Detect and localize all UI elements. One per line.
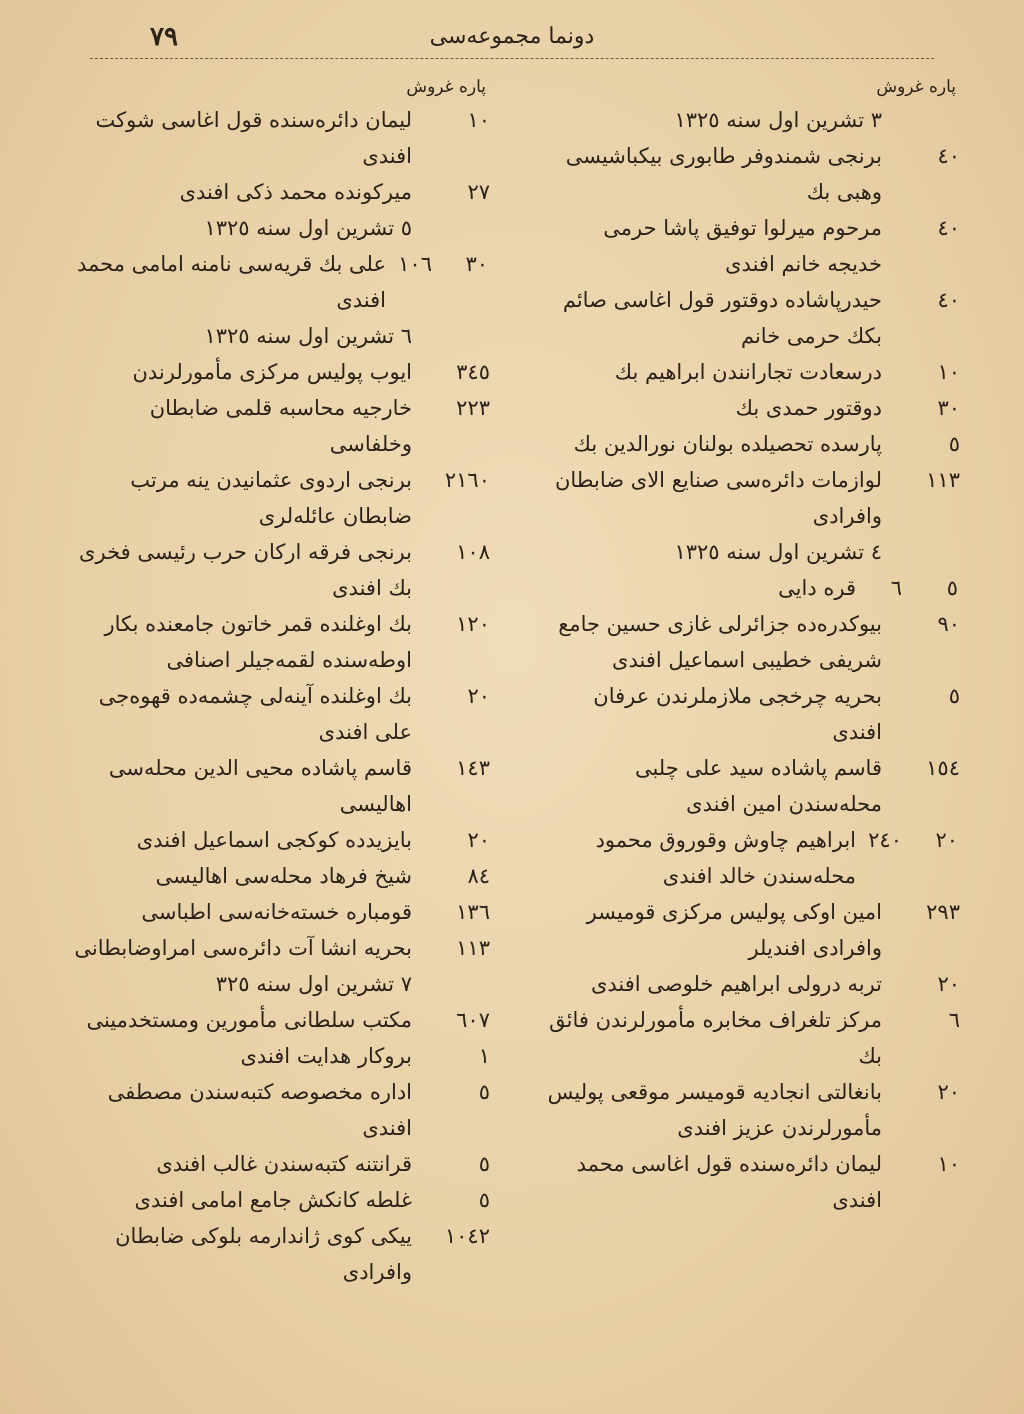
entry-text: ابراهیم چاوش وقوروق محمود محله‌سندن خالد افندی [595,828,856,888]
kurus-amount: ٥ [948,432,960,456]
kurus-amount: ٥ [478,1152,490,1176]
entry-text: قاسم پاشاده محیی الدین محله‌سی اهالیسی [108,756,412,816]
entry-text: بك اوغلنده قمر خاتون جامعنده بکار اوطه‌سنده لقمه‌جیلر اصنافی [104,612,412,672]
kurus-amount: ٤٠ [937,288,960,312]
list-item [74,354,494,390]
list-item [544,1146,964,1218]
list-item [74,606,494,678]
kurus-amount: ٥ [478,1080,490,1104]
entry-text: درسعادت تجارانندن ابراهیم بك [614,360,882,384]
kurus-amount: ٢٠ [937,972,960,996]
page-number: ٧٩ [150,22,178,52]
list-item [74,930,494,966]
list-item [74,174,494,210]
list-item [74,246,494,318]
entry-text: برنجی شمندوفر طابوری بیکباشیسی وهبی بك [565,144,882,204]
kurus-amount: ٣٠ [937,396,960,420]
entry-text: حیدرپاشاده دوقتور قول اغاسی صائم بکك حرمی خانم [562,288,882,348]
list-item [544,138,964,210]
entry-text: مکتب سلطانی مأمورین ومستخدمینی [86,1008,412,1032]
entry-text: خارجیه محاسبه قلمی ضابطان وخلفاسی [149,396,412,456]
list-item [544,894,964,966]
para-amount: ٢٠ [935,828,958,852]
kurus-amount: ٤٠ [937,144,960,168]
kurus-amount: ٤٠ [937,216,960,240]
entry-text: بك اوغلنده آینه‌لی چشمه‌ده قهوه‌جی علی افندی [98,684,412,744]
entry-text: قومباره خسته‌خانه‌سی اطباسی [141,900,412,924]
kurus-amount: ٦ [890,576,902,600]
list-item [74,462,494,534]
kurus-amount: ٢١٦٠ [444,468,490,492]
list-item [544,606,964,678]
list-item [544,282,964,354]
kurus-amount: ١٠ [937,1152,960,1176]
kurus-amount: ٩٠ [937,612,960,636]
kurus-amount: ١٠٦ [398,252,432,276]
list-item [544,210,964,282]
date-heading [74,210,494,246]
list-item [544,570,964,606]
list-item [74,1002,494,1038]
kurus-amount: ٢٠ [467,684,490,708]
running-title: دونما مجموعه‌سی [429,24,595,49]
kurus-amount: ٦ [948,1008,960,1032]
list-item [74,1182,494,1218]
kurus-amount: ٢٢٣ [456,396,490,420]
list-item [74,678,494,750]
list-item [74,1146,494,1182]
entry-text: تربه درولی ابراهیم خلوصی افندی [590,972,882,996]
kurus-amount: ١٥٤ [926,756,960,780]
entry-text: لیمان دائره‌سنده قول اغاسی محمد افندی [576,1152,882,1212]
list-item [74,390,494,462]
entry-text: بروکار هدایت افندی [240,1044,412,1068]
column-heading: پاره غروش [406,77,486,97]
list-item [74,102,494,174]
date-heading [74,966,494,1002]
entry-text: ٥ تشرین اول سنه ١٣٢٥ [204,216,412,240]
para-amount: ٣٠ [465,252,488,276]
list-item [544,678,964,750]
entry-text: بیوکدره‌ده جزائرلی غازی حسین جامع شریفی خطیبی اسماعیل افندی [558,612,882,672]
list-item [544,354,964,390]
entry-text: برنجی اردوی عثمانیدن ینه مرتب ضابطان عائله‌لری [130,468,412,528]
list-item [544,426,964,462]
entry-text: امین اوکی پولیس مرکزی قومیسر وافرادی افندیلر [586,900,882,960]
kurus-amount: ٦٠٧ [456,1008,490,1032]
entry-text: پارسده تحصیلده بولنان نورالدین بك [573,432,882,456]
entry-text: قاسم پاشاده سید علی چلبی محله‌سندن امین افندی [634,756,882,816]
kurus-amount: ٢٩٣ [926,900,960,924]
list-item [544,1074,964,1146]
kurus-amount: ١١٣ [456,936,490,960]
right-column [544,72,964,1218]
entry-text: بحریه انشا آت دائره‌سی امراوضابطانی [74,936,412,960]
list-item [74,1038,494,1074]
entry-text: بانغالتی انجادیه قومیسر موقعی پولیس مأمورلرندن عزیز افندی [547,1080,882,1140]
entry-text: لیمان دائره‌سنده قول اغاسی شوکت افندی [95,108,412,168]
list-item [74,858,494,894]
list-item [74,1218,494,1290]
entry-text: ییکی کوی ژاندارمه بلوکی ضابطان وافرادی [115,1224,412,1284]
list-item [74,534,494,606]
list-item [74,894,494,930]
entry-text: میرکونده محمد ذکی افندی [179,180,412,204]
date-heading [74,318,494,354]
entry-text: علی بك قریه‌سی نامنه امامی محمد افندی [76,252,386,312]
entry-text: برنجی فرقه ارکان حرب رئیسی فخری بك افندی [79,540,412,600]
entry-text: بایزیدده کوکجی اسماعیل افندی [136,828,412,852]
kurus-amount: ٢٧ [467,180,490,204]
list-item [74,750,494,822]
list-item [544,822,964,894]
kurus-amount: ١ [478,1044,490,1068]
entry-text: لوازمات دائره‌سی صنایع الای ضابطان وافرادی [554,468,882,528]
para-amount: ٥ [946,576,958,600]
entry-text: ٦ تشرین اول سنه ١٣٢٥ [204,324,412,348]
kurus-amount: ١٠ [467,108,490,132]
date-heading [544,534,964,570]
entry-text: مرکز تلغراف مخابره مأمورلرندن فائق بك [549,1008,882,1068]
left-column [74,72,494,1290]
entry-text: مرحوم میرلوا توفیق پاشا حرمی خدیجه خانم افندی [603,216,882,276]
entry-text: ایوب پولیس مرکزی مأمورلرندن [132,360,412,384]
kurus-amount: ٢٠ [937,1080,960,1104]
entry-text: اداره مخصوصه کتبه‌سندن مصطفی افندی [107,1080,412,1140]
entry-text: قره دایی [778,576,856,600]
entry-text: ٧ تشرین اول سنه ٣٢٥ [215,972,412,996]
list-item [544,462,964,534]
page-header [90,18,934,59]
kurus-amount: ٣٤٥ [456,360,490,384]
list-item [544,390,964,426]
list-item [74,822,494,858]
kurus-amount: ٢٠ [467,828,490,852]
kurus-amount: ٨٤ [467,864,490,888]
entry-text: دوقتور حمدی بك [735,396,882,420]
kurus-amount: ١٠٤٢ [444,1224,490,1248]
kurus-amount: ١٠ [937,360,960,384]
kurus-amount: ١٣٦ [456,900,490,924]
kurus-amount: ١١٣ [926,468,960,492]
list-item [74,1074,494,1146]
entry-text: غلطه کانکش جامع امامی افندی [134,1188,412,1212]
list-item [544,1002,964,1074]
kurus-amount: ١٢٠ [456,612,490,636]
entry-text: قرانتنه کتبه‌سندن غالب افندی [156,1152,412,1176]
list-item [544,750,964,822]
list-item [544,966,964,1002]
kurus-amount: ٢٤٠ [868,828,902,852]
entry-text: ٤ تشرین اول سنه ١٣٢٥ [674,540,882,564]
kurus-amount: ٥ [478,1188,490,1212]
entry-list [74,102,494,1290]
kurus-amount: ٥ [948,684,960,708]
date-heading [544,102,964,138]
column-heading: پاره غروش [876,77,956,97]
entry-text: ٣ تشرین اول سنه ١٣٢٥ [674,108,882,132]
kurus-amount: ١٠٨ [456,540,490,564]
entry-list [544,102,964,1218]
entry-text: شیخ فرهاد محله‌سی اهالیسی [155,864,412,888]
entry-text: بحریه چرخجی ملازملرندن عرفان افندی [593,684,882,744]
kurus-amount: ١٤٣ [456,756,490,780]
